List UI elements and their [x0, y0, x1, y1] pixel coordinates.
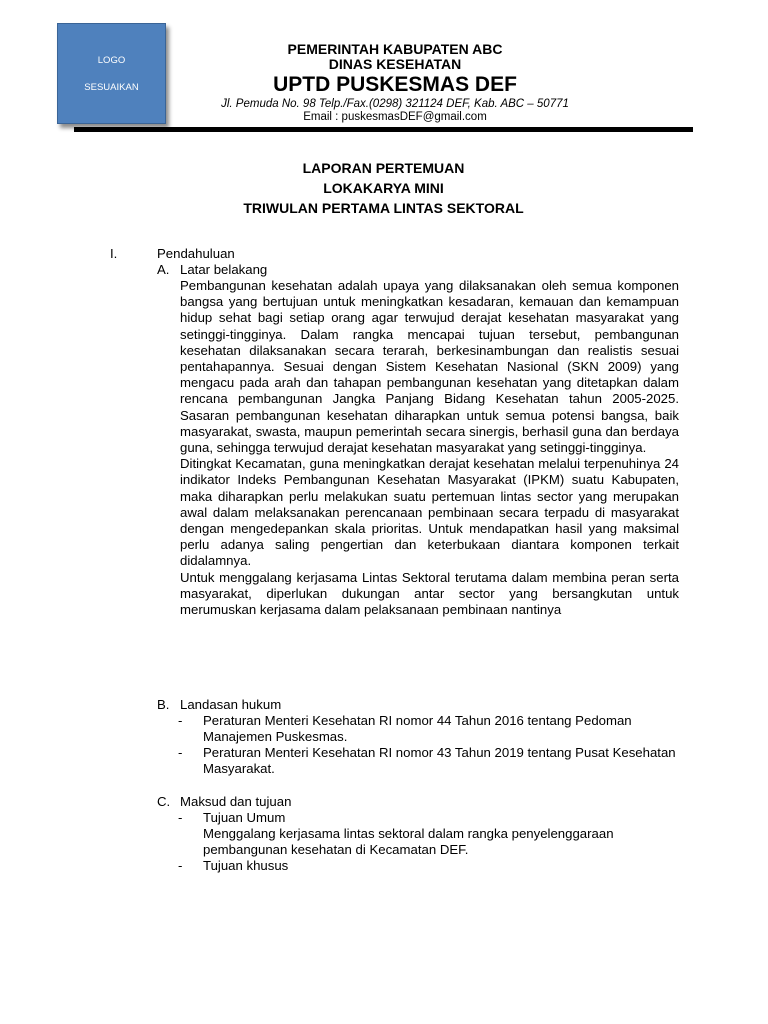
letterhead-email: Email : puskesmasDEF@gmail.com: [303, 111, 487, 123]
subsection-b-letter: B.: [157, 697, 170, 712]
subsection-c-letter: C.: [157, 794, 171, 809]
letterhead-address: Jl. Pemuda No. 98 Telp./Fax.(0298) 321124 DEF, Kab. ABC – 50771: [221, 98, 569, 110]
logo-sublabel: SESUAIKAN: [84, 81, 139, 93]
subsection-a-heading: Latar belakang: [180, 262, 268, 277]
title-line-2: LOKAKARYA MINI: [323, 180, 444, 196]
title-line-3: TRIWULAN PERTAMA LINTAS SEKTORAL: [243, 200, 524, 216]
section-number: I.: [110, 246, 118, 261]
general-objective-title: Tujuan Umum: [203, 810, 286, 825]
subsection-b-heading: Landasan hukum: [180, 697, 282, 712]
legal-basis-item: Peraturan Menteri Kesehatan RI nomor 43 Tahun 2019 tentang Pusat Kesehatan Masyarakat.: [203, 745, 676, 777]
letterhead-government: PEMERINTAH KABUPATEN ABC: [287, 41, 503, 57]
document-title: [74, 158, 693, 218]
specific-objective-title: Tujuan khusus: [203, 858, 289, 873]
legal-basis-item: Peraturan Menteri Kesehatan RI nomor 44 Tahun 2016 tentang Pedoman Manajemen Puskesmas.: [203, 713, 632, 745]
list-bullet: -: [178, 745, 183, 760]
subsection-c-heading: Maksud dan tujuan: [180, 794, 292, 809]
general-objective-text: Menggalang kerjasama lintas sektoral dalam rangka penyelenggaraan pembangunan kesehatan di Kecamatan DEF.: [203, 826, 614, 858]
logo-placeholder: [57, 23, 166, 124]
letterhead-divider: [74, 127, 693, 132]
subsection-a-letter: A.: [157, 262, 170, 277]
letterhead: [180, 42, 610, 123]
list-bullet: -: [178, 810, 183, 825]
list-bullet: -: [178, 858, 183, 873]
paragraph: Ditingkat Kecamatan, guna meningkatkan derajat kesehatan melalui terpenuhinya 24 indikator Indeks Pembangunan Kesehatan Masyarakat (IPKM) suatu Kabupaten, maka diharapkan perlu melakukan suatu pertemuan lintas sector yang merupakan awal dalam melaksanakan perencanaan pembinaan secara terpadu di masyarakat dengan mengedepankan skala prioritas. Untuk mendapatkan hasil yang maksimal perlu adanya saling pengertian dan keterbukaan diantara komponen terkait didalamnya.: [180, 456, 679, 569]
title-line-1: LAPORAN PERTEMUAN: [302, 160, 465, 176]
logo-label: LOGO: [97, 54, 126, 66]
letterhead-department: DINAS KESEHATAN: [328, 56, 462, 72]
background-paragraphs: [180, 278, 679, 618]
paragraph: Pembangunan kesehatan adalah upaya yang dilaksanakan oleh semua komponen bangsa yang bertujuan untuk meningkatkan kesadaran, kemauan dan kemampuan hidup sehat bagi setiap orang agar terwujud derajat kesehatan masyarakat yang setinggi-tingginya. Dalam rangka mencapai tujuan tersebut, pembangunan kesehatan dilaksanakan secara terarah, berkesinambungan dan realistis sesuai pentahapannya. Sesuai dengan Sistem Kesehatan Nasional (SKN 2009) yang mengacu pada arah dan tahapan pembangunan kesehatan yang ditetapkan dalam rencana pembangunan Jangka Panjang Bidang Kesehatan tahun 2005-2025. Sasaran pembangunan kesehatan diharapkan untuk semua potensi bangsa, baik masyarakat, swasta, maupun pemerintah secara sinergis, berhasil guna dan berdaya guna, sehingga terwujud derajat kesehatan masyarakat yang setinggi-tingginya.: [180, 278, 679, 456]
list-bullet: -: [178, 713, 183, 728]
paragraph: Untuk menggalang kerjasama Lintas Sektoral terutama dalam membina peran serta masyarakat, diperlukan dukungan antar sector yang bersangkutan untuk merumuskan kerjasama dalam pelaksanaan pembinaan nantinya: [180, 569, 679, 618]
section-heading: Pendahuluan: [157, 246, 235, 261]
letterhead-institution: UPTD PUSKESMAS DEF: [273, 73, 517, 96]
